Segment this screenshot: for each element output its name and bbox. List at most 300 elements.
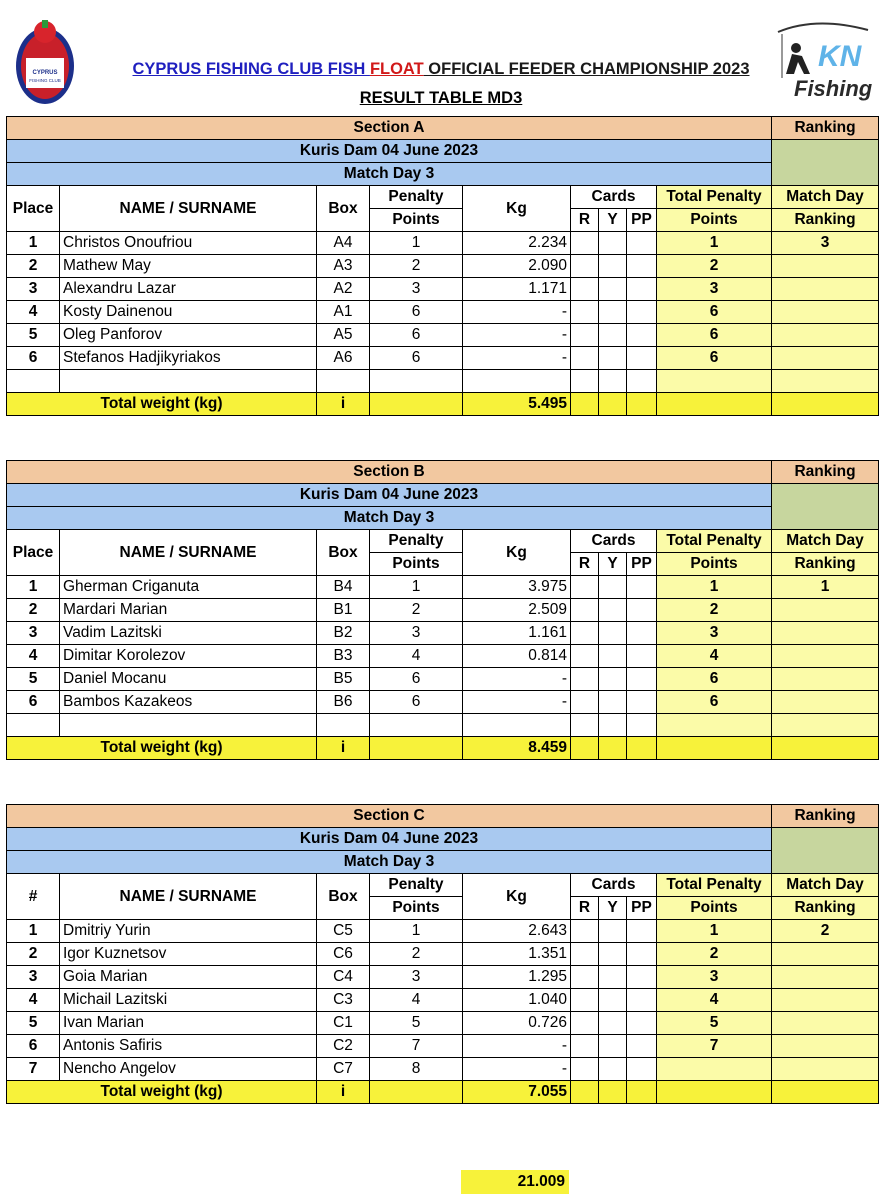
table-row	[7, 1035, 879, 1058]
total-penalty-cell: 6	[657, 324, 772, 347]
card-r-cell	[571, 622, 599, 645]
table-row	[7, 255, 879, 278]
card-r-cell	[571, 1012, 599, 1035]
total-penalty-cell	[657, 1058, 772, 1081]
place-cell	[7, 370, 60, 393]
weight-cell: -	[463, 324, 571, 347]
total-penalty-cell: 2	[657, 255, 772, 278]
penalty-cell: 3	[370, 622, 463, 645]
table-row	[7, 668, 879, 691]
card-pp-cell	[627, 301, 657, 324]
weight-cell: -	[463, 1035, 571, 1058]
match-ranking-cell	[772, 1058, 879, 1081]
penalty-cell: 6	[370, 347, 463, 370]
angler-name: Kosty Dainenou	[60, 301, 317, 324]
card-y-cell	[599, 622, 627, 645]
card-r-cell	[571, 668, 599, 691]
ranking-green-cell	[772, 140, 879, 186]
table-row	[7, 714, 879, 737]
card-r-cell	[571, 599, 599, 622]
matchday-row	[7, 163, 879, 186]
box-cell: C7	[317, 1058, 370, 1081]
match-ranking-cell: 2	[772, 920, 879, 943]
match-ranking-cell	[772, 622, 879, 645]
card-r-cell	[571, 920, 599, 943]
kg-header: Kg	[463, 874, 571, 920]
penalty-cell	[370, 714, 463, 737]
card-y-cell	[599, 599, 627, 622]
total-penalty-cell: 5	[657, 1012, 772, 1035]
total-penalty-cell	[657, 714, 772, 737]
penalty-cell: 2	[370, 599, 463, 622]
penalty-cell: 4	[370, 645, 463, 668]
card-pp-cell	[627, 232, 657, 255]
box-cell: C4	[317, 966, 370, 989]
total-penalty-cell: 7	[657, 1035, 772, 1058]
box-cell: A1	[317, 301, 370, 324]
penalty-cell: 2	[370, 943, 463, 966]
card-y-cell	[599, 324, 627, 347]
svg-text:Fishing: Fishing	[794, 76, 873, 101]
card-pp-cell	[627, 255, 657, 278]
place-header: Place	[7, 530, 60, 576]
place-cell: 6	[7, 347, 60, 370]
total-empty-cell	[657, 1081, 772, 1104]
total-empty-cell	[627, 1081, 657, 1104]
total-penalty-cell: 4	[657, 989, 772, 1012]
ranking-green-cell	[772, 828, 879, 874]
total-empty-cell	[657, 737, 772, 760]
table-row	[7, 599, 879, 622]
match-day-header: Match Day	[772, 874, 879, 897]
total-penalty-header: Total Penalty	[657, 530, 772, 553]
table-row	[7, 301, 879, 324]
card-r-cell	[571, 324, 599, 347]
card-pp-cell	[627, 278, 657, 301]
match-ranking-cell	[772, 278, 879, 301]
weight-cell: 1.351	[463, 943, 571, 966]
card-pp-cell	[627, 1012, 657, 1035]
penalty-cell: 4	[370, 989, 463, 1012]
penalty-header: Penalty	[370, 186, 463, 209]
table-row	[7, 622, 879, 645]
match-ranking-cell	[772, 943, 879, 966]
box-header: Box	[317, 186, 370, 232]
grand-total: 21.009	[461, 1170, 569, 1194]
penalty-cell: 6	[370, 668, 463, 691]
box-cell: C5	[317, 920, 370, 943]
name-header: NAME / SURNAME	[60, 530, 317, 576]
venue-date: Kuris Dam 04 June 2023	[7, 484, 772, 507]
place-cell: 6	[7, 1035, 60, 1058]
box-cell: A2	[317, 278, 370, 301]
pp-card-header: PP	[627, 553, 657, 576]
box-cell: C3	[317, 989, 370, 1012]
yellow-card-header: Y	[599, 553, 627, 576]
card-pp-cell	[627, 370, 657, 393]
card-r-cell	[571, 714, 599, 737]
table-row	[7, 347, 879, 370]
total-penalty-cell: 3	[657, 622, 772, 645]
match-ranking-cell	[772, 966, 879, 989]
section-title: Section A	[7, 117, 772, 140]
card-r-cell	[571, 255, 599, 278]
total-points-header: Points	[657, 897, 772, 920]
match-ranking-cell	[772, 645, 879, 668]
angler-name: Mathew May	[60, 255, 317, 278]
match-ranking-cell	[772, 668, 879, 691]
box-header: Box	[317, 530, 370, 576]
total-weight-label: Total weight (kg)	[7, 1081, 317, 1104]
angler-name: Igor Kuznetsov	[60, 943, 317, 966]
angler-name: Goia Marian	[60, 966, 317, 989]
ranking-green-cell	[772, 484, 879, 530]
total-penalty-header: Total Penalty	[657, 874, 772, 897]
card-y-cell	[599, 691, 627, 714]
match-ranking-cell	[772, 714, 879, 737]
card-y-cell	[599, 301, 627, 324]
angler-name	[60, 370, 317, 393]
cards-header: Cards	[571, 874, 657, 897]
match-day-label: Match Day 3	[7, 507, 772, 530]
box-cell	[317, 370, 370, 393]
angler-name: Nencho Angelov	[60, 1058, 317, 1081]
card-y-cell	[599, 1035, 627, 1058]
points-header: Points	[370, 553, 463, 576]
total-empty-cell	[657, 393, 772, 416]
card-y-cell	[599, 232, 627, 255]
place-cell: 2	[7, 943, 60, 966]
kg-header: Kg	[463, 186, 571, 232]
penalty-cell: 6	[370, 691, 463, 714]
cards-header: Cards	[571, 530, 657, 553]
box-header: Box	[317, 874, 370, 920]
title-part3: OFFICIAL FEEDER CHAMPIONSHIP 2023	[423, 60, 750, 78]
penalty-cell: 8	[370, 1058, 463, 1081]
angler-name: Ivan Marian	[60, 1012, 317, 1035]
box-cell: B2	[317, 622, 370, 645]
penalty-cell: 5	[370, 1012, 463, 1035]
place-cell: 7	[7, 1058, 60, 1081]
card-y-cell	[599, 668, 627, 691]
place-cell: 5	[7, 668, 60, 691]
total-weight-value: 5.495	[463, 393, 571, 416]
table-row	[7, 966, 879, 989]
total-weight-row	[7, 737, 879, 760]
table-row	[7, 920, 879, 943]
angler-name: Daniel Mocanu	[60, 668, 317, 691]
section-table	[6, 116, 879, 416]
total-weight-row	[7, 393, 879, 416]
angler-name: Dimitar Korolezov	[60, 645, 317, 668]
kg-header: Kg	[463, 530, 571, 576]
penalty-cell: 2	[370, 255, 463, 278]
place-cell: 5	[7, 1012, 60, 1035]
box-cell: C1	[317, 1012, 370, 1035]
info-marker: i	[317, 1081, 370, 1104]
total-penalty-cell	[657, 370, 772, 393]
venue-row	[7, 484, 879, 507]
angler-name	[60, 714, 317, 737]
match-ranking-cell	[772, 370, 879, 393]
box-cell: B4	[317, 576, 370, 599]
place-cell: 3	[7, 622, 60, 645]
total-penalty-cell: 2	[657, 599, 772, 622]
card-pp-cell	[627, 599, 657, 622]
angler-name: Dmitriy Yurin	[60, 920, 317, 943]
total-empty-cell	[772, 393, 879, 416]
place-cell: 1	[7, 920, 60, 943]
total-points-header: Points	[657, 553, 772, 576]
card-r-cell	[571, 691, 599, 714]
weight-cell: 0.814	[463, 645, 571, 668]
box-cell	[317, 714, 370, 737]
angler-name: Gherman Criganuta	[60, 576, 317, 599]
total-weight-label: Total weight (kg)	[7, 737, 317, 760]
total-penalty-cell: 6	[657, 301, 772, 324]
card-y-cell	[599, 920, 627, 943]
card-pp-cell	[627, 645, 657, 668]
venue-date: Kuris Dam 04 June 2023	[7, 828, 772, 851]
total-empty-cell	[370, 737, 463, 760]
box-cell: B1	[317, 599, 370, 622]
card-pp-cell	[627, 668, 657, 691]
section-title-row	[7, 117, 879, 140]
card-y-cell	[599, 576, 627, 599]
card-r-cell	[571, 347, 599, 370]
section-table	[6, 460, 879, 760]
place-cell: 4	[7, 301, 60, 324]
match-ranking-cell	[772, 1035, 879, 1058]
weight-cell	[463, 370, 571, 393]
card-y-cell	[599, 278, 627, 301]
total-penalty-cell: 4	[657, 645, 772, 668]
weight-cell: -	[463, 301, 571, 324]
table-row	[7, 278, 879, 301]
angler-name: Mardari Marian	[60, 599, 317, 622]
card-pp-cell	[627, 622, 657, 645]
match-day-header: Match Day	[772, 186, 879, 209]
yellow-card-header: Y	[599, 897, 627, 920]
card-r-cell	[571, 278, 599, 301]
total-penalty-cell: 1	[657, 920, 772, 943]
card-y-cell	[599, 347, 627, 370]
title-part1: CYPRUS FISHING CLUB FISH	[132, 60, 370, 78]
card-pp-cell	[627, 324, 657, 347]
box-cell: A6	[317, 347, 370, 370]
table-row	[7, 1058, 879, 1081]
card-pp-cell	[627, 920, 657, 943]
page-title	[0, 60, 882, 79]
penalty-cell: 1	[370, 232, 463, 255]
match-ranking-cell	[772, 691, 879, 714]
angler-name: Vadim Lazitski	[60, 622, 317, 645]
weight-cell: 1.040	[463, 989, 571, 1012]
weight-cell: -	[463, 691, 571, 714]
card-r-cell	[571, 232, 599, 255]
box-cell: C6	[317, 943, 370, 966]
weight-cell: 2.090	[463, 255, 571, 278]
total-weight-value: 8.459	[463, 737, 571, 760]
card-r-cell	[571, 989, 599, 1012]
total-empty-cell	[772, 737, 879, 760]
penalty-cell: 7	[370, 1035, 463, 1058]
title-float: FLOAT	[369, 60, 424, 78]
weight-cell: -	[463, 347, 571, 370]
weight-cell: 2.509	[463, 599, 571, 622]
box-cell: A5	[317, 324, 370, 347]
column-header-row	[7, 530, 879, 553]
pp-card-header: PP	[627, 897, 657, 920]
card-r-cell	[571, 1058, 599, 1081]
total-empty-cell	[627, 393, 657, 416]
total-empty-cell	[571, 1081, 599, 1104]
match-ranking-cell	[772, 255, 879, 278]
page-subtitle: RESULT TABLE MD3	[359, 89, 523, 107]
matchday-row	[7, 851, 879, 874]
total-empty-cell	[370, 1081, 463, 1104]
angler-name: Christos Onoufriou	[60, 232, 317, 255]
total-empty-cell	[772, 1081, 879, 1104]
box-cell: B3	[317, 645, 370, 668]
card-y-cell	[599, 255, 627, 278]
venue-row	[7, 140, 879, 163]
total-penalty-cell: 1	[657, 576, 772, 599]
weight-cell: 1.295	[463, 966, 571, 989]
card-pp-cell	[627, 576, 657, 599]
name-header: NAME / SURNAME	[60, 874, 317, 920]
match-ranking-cell	[772, 301, 879, 324]
match-ranking-header: Ranking	[772, 553, 879, 576]
total-weight-row	[7, 1081, 879, 1104]
match-ranking-cell	[772, 1012, 879, 1035]
place-cell: 4	[7, 989, 60, 1012]
match-ranking-cell	[772, 347, 879, 370]
angler-name: Oleg Panforov	[60, 324, 317, 347]
total-empty-cell	[627, 737, 657, 760]
place-cell: 1	[7, 232, 60, 255]
table-row	[7, 324, 879, 347]
penalty-header: Penalty	[370, 530, 463, 553]
table-row	[7, 576, 879, 599]
card-y-cell	[599, 645, 627, 668]
total-penalty-cell: 6	[657, 691, 772, 714]
match-ranking-cell	[772, 989, 879, 1012]
match-ranking-cell: 3	[772, 232, 879, 255]
matchday-row	[7, 507, 879, 530]
info-marker: i	[317, 393, 370, 416]
page-header	[0, 0, 882, 118]
total-empty-cell	[571, 737, 599, 760]
table-row	[7, 1012, 879, 1035]
place-header: #	[7, 874, 60, 920]
weight-cell: -	[463, 1058, 571, 1081]
place-cell: 2	[7, 255, 60, 278]
angler-name: Antonis Safiris	[60, 1035, 317, 1058]
weight-cell: -	[463, 668, 571, 691]
total-penalty-cell: 2	[657, 943, 772, 966]
total-empty-cell	[370, 393, 463, 416]
card-y-cell	[599, 370, 627, 393]
card-r-cell	[571, 645, 599, 668]
match-ranking-header: Ranking	[772, 209, 879, 232]
svg-text:FISHING CLUB: FISHING CLUB	[29, 78, 61, 83]
match-day-label: Match Day 3	[7, 163, 772, 186]
match-ranking-header: Ranking	[772, 897, 879, 920]
total-weight-label: Total weight (kg)	[7, 393, 317, 416]
card-r-cell	[571, 966, 599, 989]
weight-cell: 1.171	[463, 278, 571, 301]
place-header: Place	[7, 186, 60, 232]
card-y-cell	[599, 1012, 627, 1035]
angler-name: Michail Lazitski	[60, 989, 317, 1012]
box-cell: B5	[317, 668, 370, 691]
svg-text:KN: KN	[818, 40, 862, 73]
match-day-label: Match Day 3	[7, 851, 772, 874]
total-points-header: Points	[657, 209, 772, 232]
venue-date: Kuris Dam 04 June 2023	[7, 140, 772, 163]
section-title-row	[7, 805, 879, 828]
weight-cell: 1.161	[463, 622, 571, 645]
section-title: Section B	[7, 461, 772, 484]
card-r-cell	[571, 370, 599, 393]
card-r-cell	[571, 301, 599, 324]
kn-fishing-logo-icon	[776, 18, 882, 104]
cards-header: Cards	[571, 186, 657, 209]
box-cell: C2	[317, 1035, 370, 1058]
match-day-header: Match Day	[772, 530, 879, 553]
section-table	[6, 804, 879, 1104]
total-penalty-cell: 6	[657, 347, 772, 370]
box-cell: A4	[317, 232, 370, 255]
penalty-cell: 1	[370, 576, 463, 599]
total-empty-cell	[571, 393, 599, 416]
place-cell: 1	[7, 576, 60, 599]
weight-cell: 2.643	[463, 920, 571, 943]
points-header: Points	[370, 209, 463, 232]
box-cell: A3	[317, 255, 370, 278]
table-row	[7, 989, 879, 1012]
angler-name: Bambos Kazakeos	[60, 691, 317, 714]
penalty-cell: 3	[370, 278, 463, 301]
place-cell: 4	[7, 645, 60, 668]
column-header-row	[7, 186, 879, 209]
card-y-cell	[599, 943, 627, 966]
weight-cell: 0.726	[463, 1012, 571, 1035]
points-header: Points	[370, 897, 463, 920]
place-cell	[7, 714, 60, 737]
red-card-header: R	[571, 209, 599, 232]
name-header: NAME / SURNAME	[60, 186, 317, 232]
info-marker: i	[317, 737, 370, 760]
penalty-header: Penalty	[370, 874, 463, 897]
weight-cell: 3.975	[463, 576, 571, 599]
section-title: Section C	[7, 805, 772, 828]
place-cell: 6	[7, 691, 60, 714]
card-pp-cell	[627, 347, 657, 370]
ranking-header: Ranking	[772, 805, 879, 828]
penalty-cell: 1	[370, 920, 463, 943]
total-empty-cell	[599, 737, 627, 760]
section-title-row	[7, 461, 879, 484]
match-ranking-cell	[772, 324, 879, 347]
penalty-cell: 6	[370, 324, 463, 347]
pp-card-header: PP	[627, 209, 657, 232]
table-row	[7, 645, 879, 668]
venue-row	[7, 828, 879, 851]
weight-cell: 2.234	[463, 232, 571, 255]
card-y-cell	[599, 966, 627, 989]
